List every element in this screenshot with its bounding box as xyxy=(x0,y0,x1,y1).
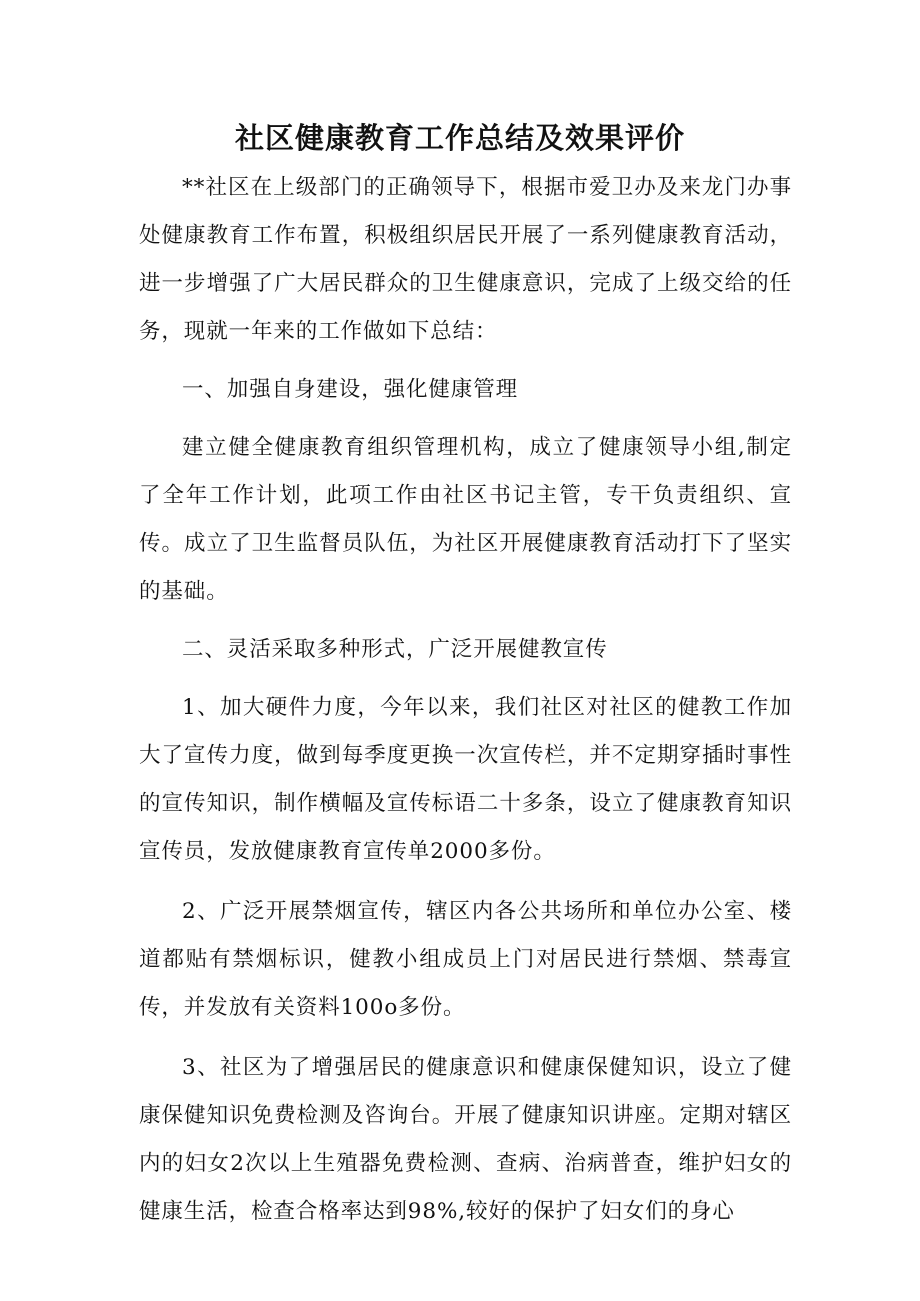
section-2-item-3: 3、社区为了增强居民的健康意识和健康保健知识，设立了健康保健知识免费检测及咨询台。开展了健康知识讲座。定期对辖区内的妇女2次以上生殖器免费检测、查病、治病普查，维护妇女的健康生活，检查合格率达到98%,较好的保护了妇女们的身心 xyxy=(139,1055,792,1224)
section-heading-2: 二、灵活采取多种形式，广泛开展健教宣传 xyxy=(182,637,608,662)
section-2-item-1: 1、加大硬件力度，今年以来，我们社区对社区的健教工作加大了宣传力度，做到每季度更换一次宣传栏，并不定期穿插时事性的宣传知识，制作横幅及宣传标语二十多条，设立了健康教育知识宣传员，发放健康教育宣传单2000多份。 xyxy=(139,695,792,864)
section-heading-1: 一、加强自身建设，强化健康管理 xyxy=(182,377,519,402)
section-2-item-2: 2、广泛开展禁烟宣传，辖区内各公共场所和单位办公室、楼道都贴有禁烟标识，健教小组成员上门对居民进行禁烟、禁毒宣传，并发放有关资料100o多份。 xyxy=(139,899,792,1020)
intro-paragraph: **社区在上级部门的正确领导下，根据市爱卫办及来龙门办事处健康教育工作布置，积极组织居民开展了一系列健康教育活动，进一步增强了广大居民群众的卫生健康意识，完成了上级交给的任务，现就一年来的工作做如下总结： xyxy=(139,175,792,344)
section-1-paragraph: 建立健全健康教育组织管理机构，成立了健康领导小组,制定了全年工作计划，此项工作由社区书记主管，专干负责组织、宣传。成立了卫生监督员队伍，为社区开展健康教育活动打下了坚实的基础。 xyxy=(139,435,792,604)
document-body xyxy=(139,164,792,1236)
document-title: 社区健康教育工作总结及效果评价 xyxy=(234,121,685,155)
